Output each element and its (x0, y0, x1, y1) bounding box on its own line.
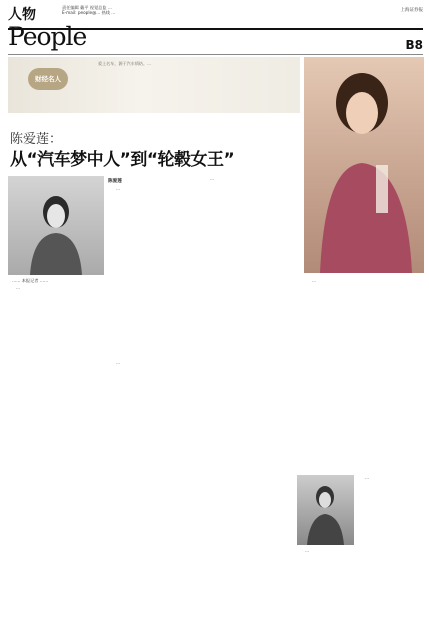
article-photo (8, 176, 104, 275)
column-4: ... (210, 176, 214, 181)
column-3: ... (116, 360, 120, 365)
photo-caption: …… 本报记者 …… (12, 278, 49, 283)
byline: 陈爱莲 (108, 179, 122, 184)
headline-main: 从“汽车梦中人”到“轮毂女王” (10, 150, 235, 170)
inset-photo (297, 475, 354, 545)
page-number: B8 (405, 38, 423, 52)
header-meta: 责任编辑 戴平 视觉总监 ... E-mail: people@... 热线 ... (62, 5, 116, 15)
header-rule-thin (8, 54, 423, 55)
column-5: ... (312, 278, 316, 283)
section-title-en: People (8, 22, 87, 51)
headline-name: 陈爱莲： (10, 132, 63, 147)
column-2: ... (16, 285, 20, 290)
column-1: ... (116, 186, 120, 191)
paper-name: 上海证券报 (400, 8, 423, 13)
portrait-photo (304, 57, 424, 273)
column-badge: 财经名人 (28, 68, 68, 90)
section-title-cn: 人物 (8, 7, 36, 23)
column-7: ... (305, 548, 309, 553)
intro-text: 爱上名车，源于汽车情结。... (98, 61, 152, 66)
column-6: ... (365, 475, 369, 480)
